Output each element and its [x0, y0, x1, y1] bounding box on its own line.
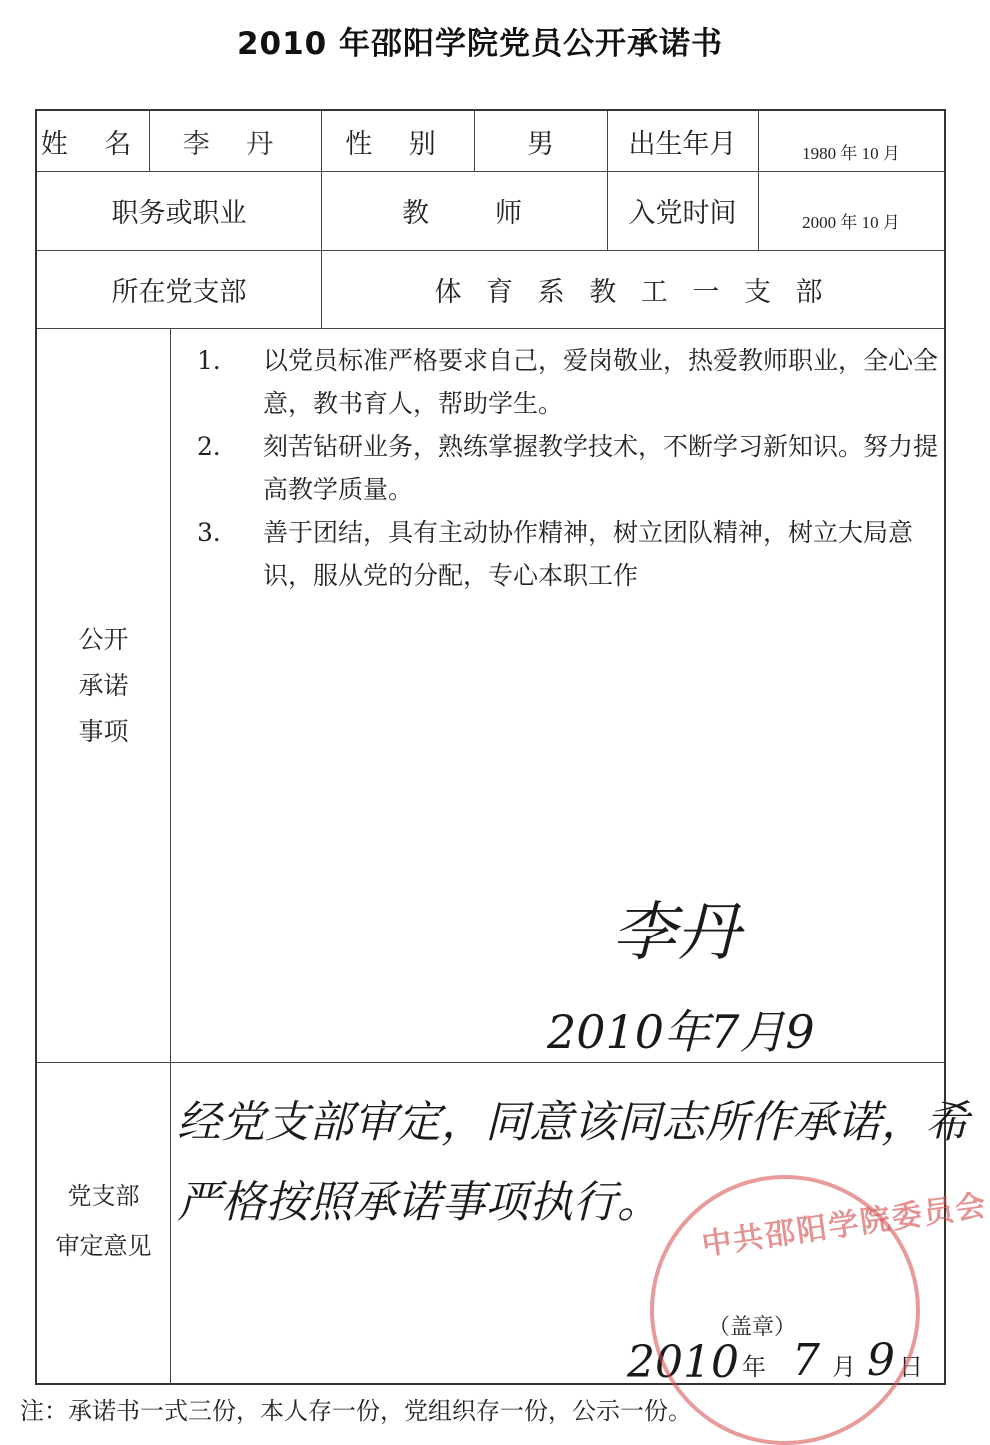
commitment-text: 刻苦钻研业务，熟练掌握教学技术，不断学习新知识。努力提高教学质量。: [263, 432, 939, 504]
name-label: 姓 名: [40, 128, 146, 160]
occupation-value: 教 师: [402, 198, 526, 229]
join-value: 2000 年 10 月: [802, 213, 900, 232]
commitment-number: 3．: [197, 518, 238, 547]
join-label: 入党时间: [628, 198, 737, 229]
branch-value: 体 育 系 教 工 一 支 部: [434, 276, 831, 308]
commitment-item: [197, 511, 942, 597]
review-date-month-unit: 月: [832, 1353, 856, 1381]
commitment-text: 善于团结，具有主动协作精神，树立团队精神，树立大局意识，服从党的分配，专心本职工作: [263, 518, 914, 590]
review-date-day-unit: 日: [899, 1353, 923, 1381]
gender-value: 男: [527, 128, 554, 160]
commitments-label-line: 承诺: [78, 671, 129, 700]
gender-label: 性 别: [345, 128, 450, 160]
review-label: [37, 1166, 170, 1276]
commitments-label-line: 事项: [78, 717, 129, 746]
review-opinion-line: 经党支部审定，同意该同志所作承诺，希: [177, 1097, 969, 1148]
party-seal-text: 中共邵阳学院委员会: [699, 1188, 990, 1263]
footer-note: 注：承诺书一式三份，本人存一份，党组织存一份，公示一份。: [20, 1397, 692, 1425]
commitment-item: [197, 425, 942, 511]
birth-value: 1980 年 10 月: [802, 143, 900, 163]
commitment-number: 1．: [197, 346, 238, 375]
review-date-month: 7: [792, 1335, 820, 1386]
branch-label: 所在党支部: [111, 276, 247, 308]
review-opinion-line: 严格按照承诺事项执行。: [177, 1177, 661, 1228]
review-date-year-unit: 年: [742, 1353, 766, 1381]
commitment-list: [197, 339, 942, 597]
review-label-line: 党支部: [67, 1182, 140, 1210]
row-divider: [37, 328, 944, 329]
commitments-label: [37, 611, 170, 761]
member-signature: 李丹: [612, 896, 740, 970]
seal-label: （盖章）: [707, 1314, 796, 1340]
row-divider: [37, 1062, 944, 1063]
document-title: 2010 年邵阳学院党员公开承诺书: [236, 26, 724, 62]
review-date-day: 9: [867, 1335, 895, 1386]
occupation-label: 职务或职业: [111, 198, 247, 229]
member-sign-date: 2010年7月9: [547, 1005, 815, 1059]
name-value: 李 丹: [182, 128, 288, 160]
commitments-label-line: 公开: [78, 625, 129, 654]
birth-label: 出生年月: [628, 128, 737, 160]
review-date-year: 2010: [627, 1337, 739, 1388]
commitment-item: [197, 339, 942, 425]
commitment-number: 2．: [197, 432, 238, 461]
commitment-text: 以党员标准严格要求自己，爱岗敬业，热爱教师职业，全心全意，教书育人，帮助学生。: [263, 346, 939, 418]
review-label-line: 审定意见: [55, 1232, 152, 1260]
col-divider: [170, 328, 171, 1385]
